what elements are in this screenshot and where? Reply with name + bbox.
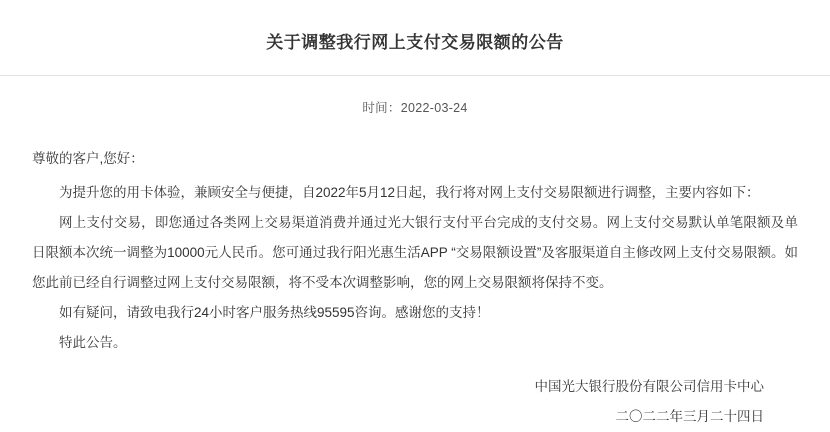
- signature-date: 二〇二二年三月二十四日: [615, 409, 764, 424]
- paragraph-4: 特此公告。: [59, 335, 127, 350]
- signature-block: [32, 358, 798, 432]
- paragraph-3: 如有疑问，请致电我行24小时客户服务热线95595咨询。感谢您的支持！: [59, 305, 490, 320]
- page-title: 关于调整我行网上支付交易限额的公告: [266, 33, 564, 52]
- paragraph-1: 为提升您的用卡体验，兼顾安全与便捷，自2022年5月12日起，我行将对网上支付交易限额进行调整，主要内容如下：: [59, 185, 760, 200]
- publish-date: 时间：2022-03-24: [362, 101, 468, 115]
- greeting-line: 尊敬的客户,您好：: [32, 151, 144, 166]
- notice-body: [0, 116, 830, 432]
- signature-issuer: 中国光大银行股份有限公司信用卡中心: [534, 379, 764, 394]
- paragraph-2: 网上支付交易，即您通过各类网上交易渠道消费并通过光大银行支付平台完成的支付交易。网上支付交易默认单笔限额及单日限额本次统一调整为10000元人民币。您可通过我行阳光惠生活APP “交易限额设置”及客服渠道自主修改网上支付交易限额。如您此前已经自行调整过网上支付交易限额，将不受本次调整影响，您的网上交易限额将保持不变。: [32, 215, 798, 290]
